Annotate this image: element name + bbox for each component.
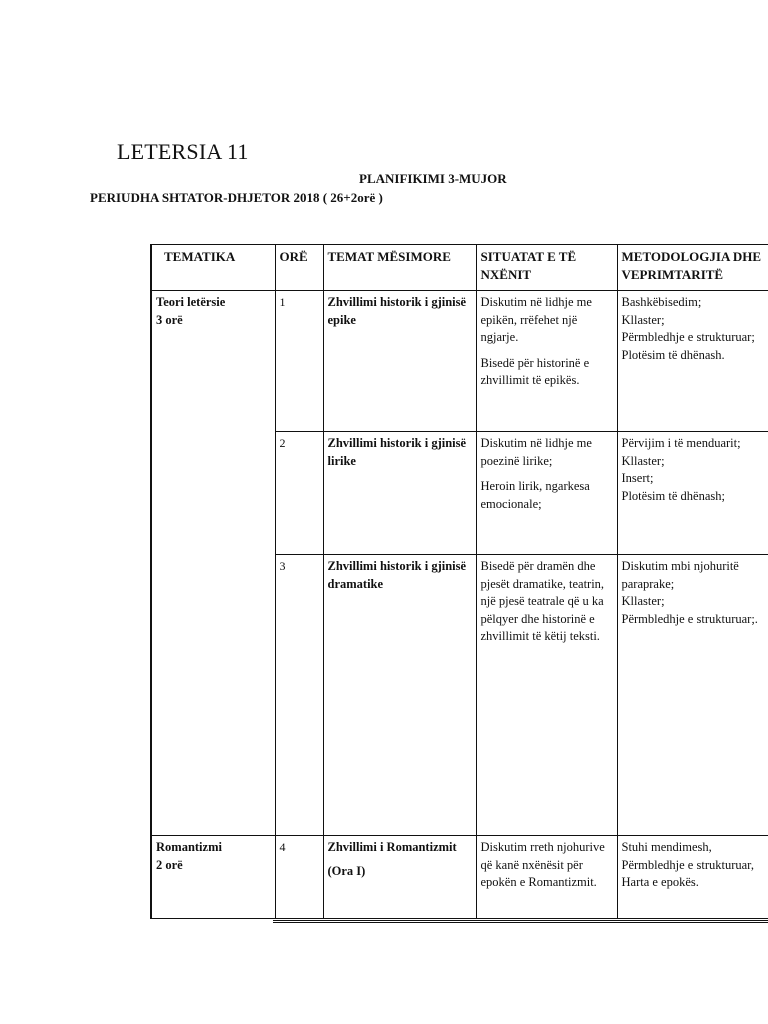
lesson-title: Zhvillimi i Romantizmit xyxy=(327,840,457,854)
situations-cell xyxy=(476,836,617,919)
situations-cell xyxy=(476,432,617,555)
table-row xyxy=(151,836,768,919)
column-header-tematika: TEMATIKA xyxy=(151,245,275,291)
situation-text: Bisedë për dramën dhe pjesët dramatike, teatrin, një pjesë teatrale që u ka pëlqyer dhe historinë e zhvillimit të këtij teksti. xyxy=(480,559,605,643)
methods-cell: Stuhi mendimesh, Përmbledhje e strukturuar, Harta e epokës. xyxy=(617,836,768,919)
lesson-cell xyxy=(323,836,476,919)
methods-cell: Bashkëbisedim; Kllaster; Përmbledhje e strukturuar; Plotësim të dhënash. xyxy=(617,291,768,432)
lesson-note: (Ora I) xyxy=(327,863,366,878)
row-number: 1 xyxy=(275,291,323,432)
situation-text: Diskutim në lidhje me epikën, rrëfehet një ngjarje. xyxy=(480,295,592,344)
methods-cell: Diskutim mbi njohuritë paraprake; Kllaster; Përmbledhje e strukturuar;. xyxy=(617,555,768,836)
column-header-ore: ORË xyxy=(275,245,323,291)
group-name: Teori letërsie xyxy=(156,295,226,309)
group-cell-romantizmi xyxy=(151,836,275,919)
table-bottom-rule xyxy=(273,920,768,923)
situations-cell xyxy=(476,291,617,432)
document-title: LETERSIA 11 xyxy=(117,139,249,164)
lesson-title: Zhvillimi historik i gjinisë lirike xyxy=(323,432,476,555)
plan-table-container xyxy=(150,244,768,926)
group-hours: 3 orë xyxy=(156,312,183,327)
document-subtitle: PLANIFIKIMI 3-MUJOR xyxy=(359,171,507,186)
column-header-situatat: SITUATAT E TË NXËNIT xyxy=(476,245,617,291)
situation-text: Diskutim rreth njohurive që kanë nxënësit për epokën e Romantizmit. xyxy=(480,840,605,889)
column-header-metodologjia: METODOLOGJIA DHE VEPRIMTARITË xyxy=(617,245,768,291)
row-number: 3 xyxy=(275,555,323,836)
group-cell-teori xyxy=(151,291,275,836)
situation-text: Bisedë për historinë e zhvillimit të epikës. xyxy=(480,355,590,387)
situation-text: Diskutim në lidhje me poezinë lirike; xyxy=(480,436,592,468)
column-header-temat-mesimore: TEMAT MËSIMORE xyxy=(323,245,476,291)
table-row xyxy=(151,291,768,432)
table-header-row xyxy=(151,245,768,291)
methods-cell: Përvijim i të menduarit; Kllaster; Insert; Plotësim të dhënash; xyxy=(617,432,768,555)
plan-table xyxy=(150,244,768,919)
row-number: 2 xyxy=(275,432,323,555)
group-hours: 2 orë xyxy=(156,857,183,872)
lesson-title: Zhvillimi historik i gjinisë dramatike xyxy=(323,555,476,836)
period-line: PERIUDHA SHTATOR-DHJETOR 2018 ( 26+2orë ) xyxy=(90,190,383,205)
group-name: Romantizmi xyxy=(156,840,222,854)
row-number: 4 xyxy=(275,836,323,919)
situations-cell xyxy=(476,555,617,836)
lesson-title: Zhvillimi historik i gjinisë epike xyxy=(323,291,476,432)
situation-text: Heroin lirik, ngarkesa emocionale; xyxy=(480,479,590,511)
